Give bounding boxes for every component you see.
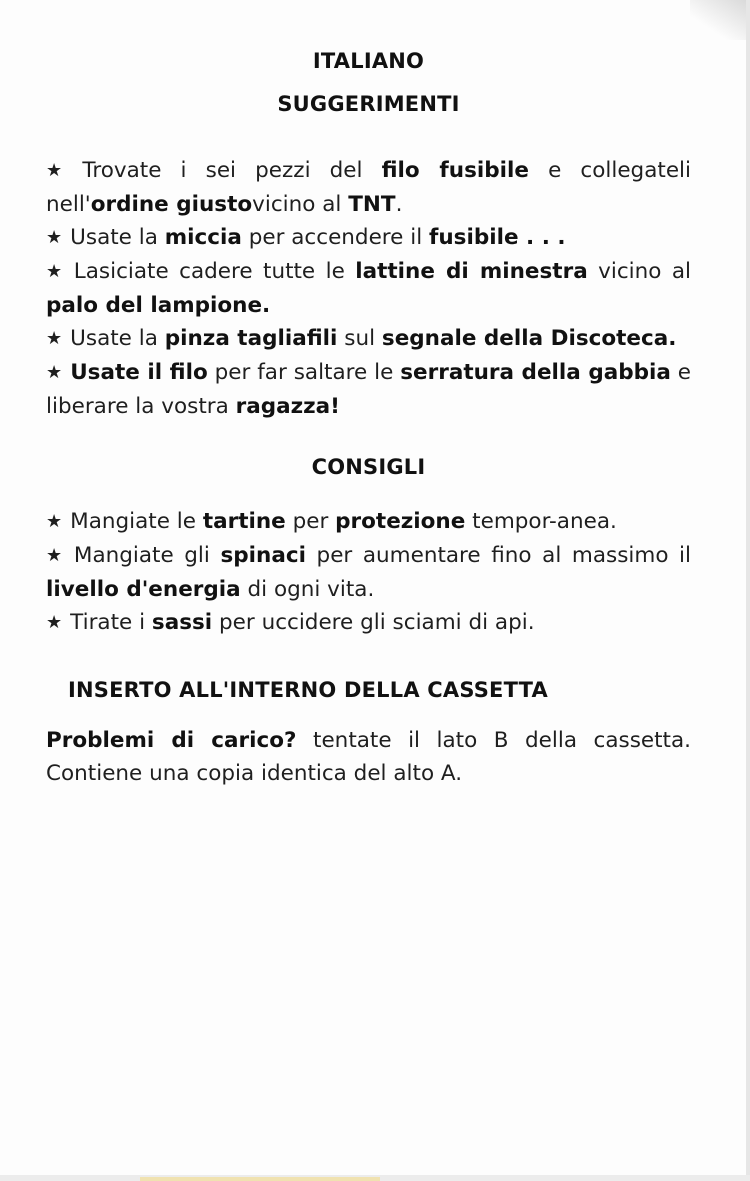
insert-text: tentate il lato B della cassetta. Contiene una copia identica del alto A.	[46, 728, 691, 786]
scan-shadow	[690, 0, 750, 40]
tip-text: sul	[337, 326, 382, 351]
star-icon: ★	[46, 511, 63, 532]
tip-text: e collegateli nell'	[46, 158, 691, 217]
star-icon: ★	[46, 545, 66, 566]
advice-1	[46, 505, 691, 539]
star-icon: ★	[46, 362, 63, 383]
tip-bold: serratura della gabbia	[400, 360, 671, 385]
advice-text: Mangiate gli	[73, 543, 221, 568]
advice-text: per uccidere gli sciami di api.	[212, 610, 535, 635]
advice-bold: livello d'energia	[46, 577, 241, 602]
tip-text: per accendere il	[241, 225, 430, 250]
tip-bold: ordine giusto	[90, 192, 253, 217]
star-icon: ★	[46, 328, 63, 349]
tip-text: Trovate i sei pezzi del	[82, 158, 382, 183]
tip-3	[46, 255, 691, 322]
advice-2	[46, 539, 691, 606]
advice-bold: tartine	[202, 509, 286, 534]
tip-bold: palo del lampione.	[46, 293, 271, 318]
advice-bold: spinaci	[220, 543, 306, 568]
advice-text: per	[285, 509, 336, 534]
star-icon: ★	[46, 261, 66, 282]
advice-3	[46, 606, 691, 640]
tip-bold: fusibile . . .	[429, 225, 566, 250]
tip-text: per far saltare le	[207, 360, 401, 385]
advice-text: Tirate i	[70, 610, 152, 635]
star-icon: ★	[46, 612, 63, 633]
tip-bold: TNT	[348, 192, 396, 217]
tip-text: vicino al	[587, 259, 691, 284]
card-edge-right	[746, 0, 750, 1181]
tip-bold: ragazza!	[235, 394, 340, 419]
tip-text: e liberare la vostra	[46, 360, 692, 419]
tip-text: Usate la	[70, 225, 165, 250]
insert-bold: Problemi di carico?	[46, 728, 297, 753]
tip-bold: lattine di minestra	[355, 259, 588, 284]
language-heading: ITALIANO	[312, 49, 425, 73]
card-edge-tint	[140, 1177, 380, 1181]
tip-5	[46, 356, 691, 423]
star-icon: ★	[46, 227, 63, 248]
advice-heading: CONSIGLI	[311, 455, 426, 479]
insert-heading: INSERTO ALL'INTERNO DELLA CASSETTA	[68, 678, 548, 702]
tip-bold: pinza tagliafili	[164, 326, 338, 351]
insert-note	[46, 724, 691, 790]
tip-bold: segnale della Discoteca.	[381, 326, 677, 351]
tip-text: vicino al	[252, 192, 349, 217]
tip-4	[46, 322, 691, 356]
advice-bold: protezione	[335, 509, 466, 534]
tip-text: .	[395, 192, 403, 217]
card-content	[46, 42, 691, 790]
advice-text: di ogni vita.	[240, 577, 375, 602]
tip-2	[46, 221, 691, 255]
tip-text: Usate la	[70, 326, 165, 351]
tip-1	[46, 154, 691, 221]
star-icon: ★	[46, 160, 75, 181]
tip-text: Lasiciate cadere tutte le	[73, 259, 356, 284]
tip-bold: Usate il filo	[70, 360, 208, 385]
tip-bold: miccia	[164, 225, 242, 250]
tips-heading: SUGGERIMENTI	[277, 92, 460, 116]
advice-text: Mangiate le	[70, 509, 203, 534]
advice-text: tempor-anea.	[465, 509, 617, 534]
advice-text: per aumentare fino al massimo il	[305, 543, 691, 568]
tip-bold: filo fusibile	[381, 158, 529, 183]
advice-bold: sassi	[151, 610, 213, 635]
